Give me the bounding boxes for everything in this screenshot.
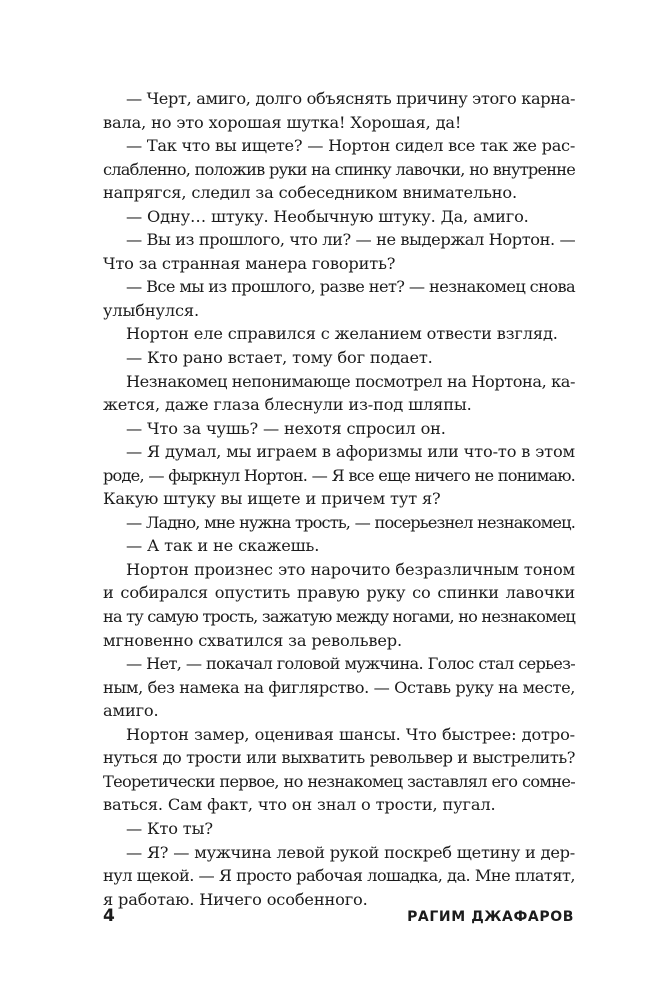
text-line: — Нет, — покачал головой мужчина. Голос стал серьез- xyxy=(126,654,575,674)
text-line: Незнакомец непонимающе посмотрел на Нортона, ка- xyxy=(126,371,575,391)
text-line: — Кто рано встает, тому бог подает. xyxy=(126,348,433,368)
text-line: роде, — фыркнул Нортон. — Я все еще ничего не понимаю. xyxy=(103,465,575,485)
text-line: — Вы из прошлого, что ли? — не выдержал Нортон. — xyxy=(126,230,576,250)
author-running-footer: РАГИМ ДЖАФАРОВ xyxy=(407,909,574,925)
text-line: — А так и не скажешь. xyxy=(126,536,320,556)
text-line: слабленно, положив руки на спинку лавочки, но внутренне xyxy=(103,159,575,179)
text-line: вала, но это хорошая шутка! Хорошая, да! xyxy=(103,112,462,132)
text-line: Какую штуку вы ищете и причем тут я? xyxy=(103,489,441,509)
page-body-text xyxy=(103,87,575,911)
text-line: — Черт, амиго, долго объяснять причину этого карна- xyxy=(126,89,576,108)
text-line: амиго. xyxy=(103,701,159,721)
text-line: — Я? — мужчина левой рукой поскреб щетину и дер- xyxy=(126,842,575,862)
text-line: — Ладно, мне нужна трость, — посерьезнел незнакомец. xyxy=(126,512,575,532)
text-line: — Все мы из прошлого, разве нет? — незнакомец снова xyxy=(126,277,576,297)
text-line: улыбнулся. xyxy=(103,300,199,320)
text-line: — Так что вы ищете? — Нортон сидел все так же рас- xyxy=(126,136,575,156)
text-line: нуться до трости или выхватить револьвер и выстрелить? xyxy=(103,748,575,768)
text-line: напрягся, следил за собеседником внимательно. xyxy=(103,183,518,203)
text-line: Нортон еле справился с желанием отвести взгляд. xyxy=(126,324,558,344)
text-line: ным, без намека на фиглярство. — Оставь руку на месте, xyxy=(103,677,575,697)
text-line: Нортон произнес это нарочито безразличным тоном xyxy=(126,559,575,579)
text-line: — Одну… штуку. Необычную штуку. Да, амиго. xyxy=(126,206,529,226)
text-line: — Я думал, мы играем в афоризмы или что-то в этом xyxy=(126,442,575,462)
page-number: 4 xyxy=(103,906,115,926)
text-line: Что за странная манера говорить? xyxy=(103,253,396,273)
text-line: Нортон замер, оценивая шансы. Что быстрее: дотро- xyxy=(126,724,575,744)
text-line: ваться. Сам факт, что он знал о трости, пугал. xyxy=(103,795,496,815)
text-line: Теоретически первое, но незнакомец заставлял его сомне- xyxy=(103,771,575,791)
text-line: я работаю. Ничего особенного. xyxy=(103,889,368,909)
text-line: — Что за чушь? — нехотя спросил он. xyxy=(126,418,446,438)
text-line: и собирался опустить правую руку со спинки лавочки xyxy=(103,583,575,603)
text-line: — Кто ты? xyxy=(126,818,213,838)
text-line: на ту самую трость, зажатую между ногами, но незнакомец xyxy=(103,607,575,627)
text-line: жется, даже глаза блеснули из-под шляпы. xyxy=(103,395,472,415)
text-line: нул щекой. — Я просто рабочая лошадка, да. Мне платят, xyxy=(103,866,575,886)
text-line: мгновенно схватился за револьвер. xyxy=(103,630,402,650)
